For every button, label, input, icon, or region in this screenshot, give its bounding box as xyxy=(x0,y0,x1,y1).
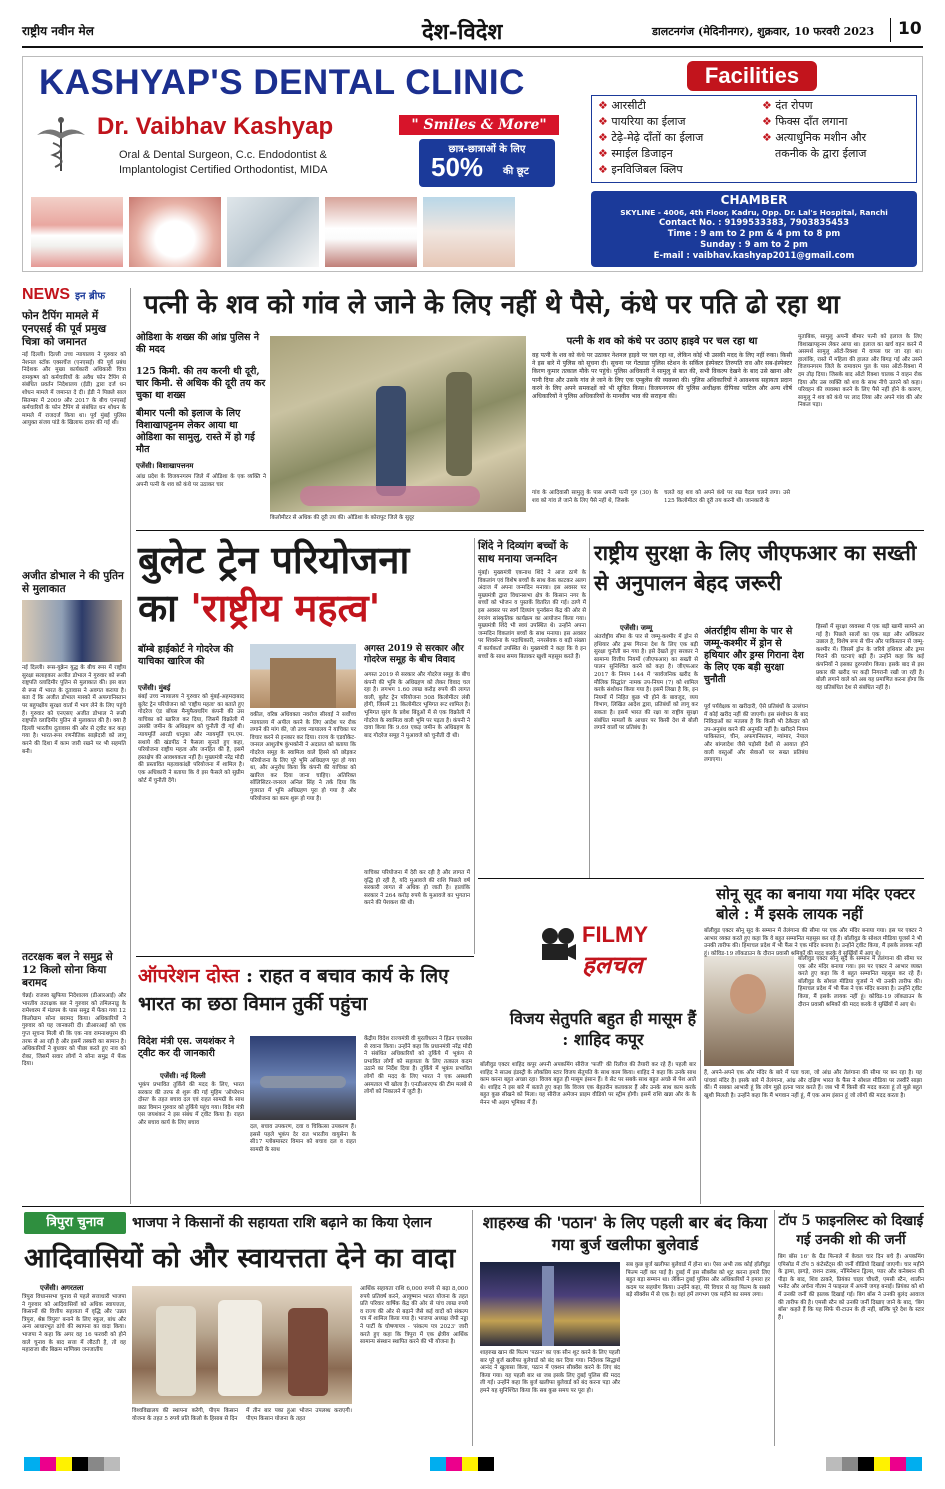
lead-photo-caption: किलोमीटर से अधिक की दूरी तय की। ओडिशा के कोरापुट जिले के सुदूर xyxy=(270,515,415,521)
operation-headline-2: : राहत व बचाव कार्य के लिए भारत का छठा विमान तुर्की पहुंचा xyxy=(138,965,449,1015)
brief-label-2: इन ब्रीफ xyxy=(75,291,106,302)
column-rule xyxy=(472,1210,473,1446)
news-label: NEWS xyxy=(22,286,70,303)
figure-3 xyxy=(288,1308,328,1396)
top5-text: बिग बॉस 16' के ग्रैंड फिनाले में केवल चार दिन बचे हैं। अपकमिंग एपिसोड में टॉप 5 कंटेस्टेंट्स की जर्नी वीडियो दिखाई जाएगी। चार महीने के ड्रामा, झगड़े, राशन टास्क, नॉमिनेशन ड्रिल्स, प्यार और कनेक्शन की पीड़ा के बाद, शिव ठाकरे, प्रियंका चाहर चौधरी, एमसी स्टैन, शालीन भनोट और अर्चना गौतम ने फाइनल में अपनी जगह बनाई। प्रियंका को शो में उनकी जर्नी की झलक दिखाई गई। बिग बॉस ने उनकी बुलंद आवाज की तारीफ की है। एमसी स्टैन को उनकी जर्नी दिखाए जाने के बाद, 'बिग बॉस' कहते हैं कि यह सिर्फ पी-टाउन के ही नहीं, बल्कि पूरे देश के स्टार हैं। xyxy=(778,1254,924,1321)
column-rule xyxy=(700,1050,701,1204)
chamber-line: Contact No. : 9199533383, 7903835453 xyxy=(659,218,849,228)
caduceus-icon xyxy=(31,115,91,173)
filmy-section xyxy=(480,884,700,1084)
operation-col-1: भूकंप प्रभावित तुर्किये की मदद के लिए, भारत सरकार की तरफ से शुरू की गई मुहिम 'ऑपरेशन दोस्त' के तहत बचाव दल एवं राहत सामग्री के साथ छठा विमान गुरुवार को तुर्किये पहुंच गया। विदेश मंत्री एस जयशंकर ने इस संबंध में ट्वीट किया है। राहत और बचाव कार्य के लिए बचाव xyxy=(138,1082,244,1126)
child-patient-photo xyxy=(423,197,515,267)
tripura-tag: त्रिपुरा चुनाव xyxy=(24,1212,126,1234)
facility-item: ❖ टेढ़े-मेढ़े दाँतों का ईलाज xyxy=(598,131,704,144)
discount-value: 50% xyxy=(431,152,484,182)
gfr-byline: एजेंसी। जम्मू xyxy=(620,624,653,632)
pathaan-headline: शाहरुख की 'पठान' के लिए पहली बार बंद किया गया बुर्ज खलीफा बुलेवार्ड xyxy=(482,1213,768,1254)
bullet-col-3: अगस्त 2019 से सरकार और गोदरेज समूह के बीच कंपनी की भूमि के अधिग्रहण को लेकर विवाद चल रहा है। लगभग 1.60 लाख करोड़ रुपये की लागत वाली, बुलेट ट्रेन परियोजना 508 किलोमीटर लंबी होगी, जिसमें 21 किलोमीटर भूमिगत रूट शामिल है। भूमिगत सुरंग के प्रवेश बिंदुओं में से एक विक्रोली में गोदरेज के स्वामित्व वाली भूमि पर पड़ता है। कंपनी ने दावा किया कि 9.69 एकड़ जमीन के अधिग्रहण के बाद गोदरेज समूह ने मुआवजे को चुनौती दी थी। xyxy=(364,672,470,739)
brief-headline: फोन टैपिंग मामले में एनएसई की पूर्व प्रमुख चित्रा को जमानत xyxy=(22,310,107,348)
color-calibration-center xyxy=(430,1457,494,1471)
swatch xyxy=(478,1457,494,1471)
gfr-col-3: हिस्सों में सुरक्षा व्यवस्था में एक बड़ी खामी सामने आ गई है। पिछले सालों का एक बड़ा और अधिकतर उछाल है, विशेष रूप से चीन और पाकिस्तान से जम्मू-कश्मीर में। जिसमें ड्रोन के जरिये हथियार और ड्रग्स गिराने की घटनाएं बढ़ी हैं। उन्होंने कहा कि कई कंपनियों ने इसका दुरुपयोग किया। इसके बाद से इस प्रकार की खरीद पर कड़ी निगरानी रखी जा रही है। बोली लगाने वाले को अब यह प्रमाणित करना होगा कि वह प्रतिबंधित देश से संबंधित नहीं है। xyxy=(816,624,924,691)
operation-col-2: केंद्रीय विदेश राज्यमंत्री वी मुरलीधरन ने हिंडन एयरबेस से रवाना किया। उन्होंने कहा कि प्रधानमंत्री नरेंद्र मोदी ने संबंधित अधिकारियों को तुर्किये में भूकंप से प्रभावित लोगों को सहायता के लिए तत्काल कदम उठाने का निर्देश दिया है। तुर्किये में भूकंप प्रभावित लोगों की मदद के लिए भारत ने एक अस्थायी अस्पताल भी खोला है। एनडीआरएफ की टीम मलबे से लोगों को निकालने में जुटी है। xyxy=(364,1036,472,1096)
lead-photo xyxy=(270,336,526,512)
lead-intro: आंध्र प्रदेश के विजयनगरम जिले में ओडिशा के एक व्यक्ति ने अपनी पत्नी के शव को कंधे पर उठाकर चार xyxy=(136,474,266,488)
tripura-byline: एजेंसी। अगरतला xyxy=(40,1284,84,1292)
tagline-badge: " Smiles & More" xyxy=(399,115,559,135)
lead-kicker: ओडिशा के शख्स की आंध्र पुलिस ने की मदद xyxy=(136,332,260,355)
swatch xyxy=(104,1457,120,1471)
facilities-title: Facilities xyxy=(687,61,817,91)
facility-item: ❖ फिक्स दाँत लगाना xyxy=(762,115,848,128)
figure-1 xyxy=(156,1306,196,1396)
brief-text: नई दिल्ली। रूस-यूक्रेन युद्ध के बीच रूस में राष्ट्रीय सुरक्षा सलाहकार अजीत डोभाल ने गुरुवार को रूसी राष्ट्रपति व्लादिमीर पुतिन से मुलाकात की। इस बात से रूस में भारत के दूतावास ने अवगत कराया है। बता दें कि अजीत डोभाल मास्को में अफगानिस्तान पर बहुपक्षीय सुरक्षा वार्ता में भाग लेने के लिए पहुंचे हैं। गुरुवार को एनएसए अजीत डोभाल ने रूसी राष्ट्रपति व्लादिमीर पुतिन से मुलाकात की है। क्या है दिल्ली भारतीय दूतावास की ओर से ट्वीट कर कहा गया है। भारत-रूस रणनीतिक साझेदारी को लागू करने की दिशा में काम जारी रखने पर भी सहमति बनी। xyxy=(22,665,126,755)
brief-headline: अजीत डोभाल ने की पुतिन से मुलाकात xyxy=(22,570,124,595)
column-rule xyxy=(130,288,131,1204)
police-figure xyxy=(446,372,472,476)
page-number: 10 xyxy=(898,19,922,39)
swatch xyxy=(56,1457,72,1471)
tripura-col-3: आर्थिक सहायता राशि 6,000 रुपये से बढ़ा 8,000 रुपये प्रतिवर्ष करने, आयुष्मान भारत योजना के तहत प्रति परिवार वार्षिक केंद्र की ओर से पांच लाख रुपये व राज्य की ओर से बढ़ाने जैसे कई वादों को संकल्प पत्र में शामिल किया गया है। भाजपा अध्यक्ष जेपी नड्डा ने पार्टी के घोषणापत्र - 'संकल्प पत्र 2023' जारी करते हुए कहा कि त्रिपुरा में एक क्षेत्रीय आर्थिक सामान्य संस्थान स्थापित करने की भी योजना है। xyxy=(360,1286,468,1346)
top5-headline: टॉप 5 फाइनलिस्ट को दिखाई गई उनकी शो की जर्नी xyxy=(778,1213,924,1248)
swatch xyxy=(890,1457,906,1471)
bullet-col-2: वकील, वरिष्ठ अधिवक्ता नवरोज सीरवई ने सर्वोच्च न्यायालय में अपील करने के लिए आदेश पर रोक लगाने की मांग की, जो उच्च न्यायालय ने याचिका पर विचार करने से इनकार कर दिया। राज्य के एडवोकेट-जनरल आशुतोष कुंभकोनी ने अदालत को बताया कि गोदरेज समूह के स्वामित्व वाले हिस्से को छोड़कर परियोजना के लिए पूरे भूमि अधिग्रहण पूरा हो गया था, और अनुरोध किया कि कंपनी की याचिका को खारिज कर दिया जाना चाहिए। अतिरिक्त सॉलिसिटर-जनरल अनिल सिंह ने तर्क दिया कि गुजरात में भूमि अधिग्रहण पूरा हो गया है और परियोजना का काम शुरू हो गया है। xyxy=(250,712,356,802)
figure-2 xyxy=(218,1300,262,1396)
color-calibration-left xyxy=(24,1457,120,1471)
news-in-brief xyxy=(22,284,126,1204)
pathaan-text-2: सब कुछ बुर्ज खलीफा बुलेवार्ड में होना था। ऐसा अभी तक कोई हॉलीवुड फिल्म नहीं कर पाई है। दुबई में इस सीक्वेंस को शूट करना हमारे लिए बहुत बड़ा सम्मान था। लेकिन दुबई पुलिस और अधिकारियों ने हमारा हर कदम पर सहयोग किया। उन्होंने कहा, मेरे विचार से यह फिल्म के सबसे बड़े सीक्वेंस में से एक है। वहां हमें लगभग एक महीने का समय लगा। xyxy=(626,1262,770,1299)
tripura-photo-caption: विश्वविद्यालय की स्थापना करेगी, पीएम किसान योजना के तहत 5 रुपये प्रति किलो के हिसाब से दिन xyxy=(132,1408,238,1422)
lead-sub-1: 125 किमी. की तय करनी थी दूरी, चार किमी. से अधिक की दूरी तय कर चुका था शख्स xyxy=(136,366,266,401)
facility-item: ❖ पायरिया का ईलाज xyxy=(598,115,686,128)
chamber-box xyxy=(591,191,917,267)
swatch xyxy=(826,1457,842,1471)
shahid-text: बॉलीवुड एक्टर शाहिद कपूर अपनी अपकमिंग सीरीज 'फर्जी' की रिलीज की तैयारी कर रहे हैं। पहली बार शाहिद ने साउथ इंडस्ट्री के लोकप्रिय स्टार विजय सेतुपति के साथ काम किया। शाहिद ने कहा कि उनके साथ काम करना बहुत अच्छा रहा। विजय बहुत ही मासूम इंसान हैं। वे सेट पर सबके साथ बहुत अच्छे से पेश आते थे। शाहिद ने इस बारे में बताते हुए कहा कि विजय एक बेहतरीन कलाकार हैं और उनके साथ काम करके बहुत कुछ सीखने को मिला। यह सीरीज अमेजन प्राइम वीडियो पर स्ट्रीम होगी। इसमें राशि खन्ना और के के मेनन भी अहम भूमिका में हैं। xyxy=(480,1062,696,1106)
chamber-line: E-mail : vaibhav.kashyap2011@gmail.com xyxy=(653,251,855,261)
bombay-hc-photo xyxy=(250,644,356,708)
dental-ad xyxy=(22,56,923,272)
sonu-text-side: बॉलीवुड एक्टर सोनू सूद के सम्मान में तेलंगाना की सीमा पर एक और मंदिर बनाया गया। इस पर एक्टर ने आभार व्यक्त करते हुए कहा कि वे बहुत सम्मानित महसूस कर रहे हैं। बॉलीवुड के सोशल मीडिया यूजर्स ने भी उनकी तारीफ की। हिमाचल प्रदेश में भी फैंस ने एक मंदिर बनाया है। उन्होंने ट्वीट किया, मैं इसके लायक नहीं हूं। कोविड-19 लॉकडाउन के दौरान प्रवासी श्रमिकों की मदद करके वे सुर्खियों में आए थे। xyxy=(798,956,922,1008)
facility-item: ❖ इनविजिबल क्लिप xyxy=(598,163,683,176)
tripura-headline: आदिवासियों को और स्वायत्तता देने का वादा xyxy=(24,1243,456,1274)
bullet-col-1: बंबई उच्च न्यायालय ने गुरुवार को मुंबई-अहमदाबाद बुलेट ट्रेन परियोजना को 'राष्ट्रीय महत्व' का बताते हुए गोदरेज एंड बॉयस मैन्युफैक्चरिंग कंपनी की उस याचिका को खारिज कर दिया, जिसमें विक्रोली में उसकी जमीन के अधिग्रहण को चुनौती दी गई थी। न्यायमूर्ति आरडी धानुका और न्यायमूर्ति एम.एम. सथाये की खंडपीठ ने फैसला सुनाते हुए कहा, परियोजना राष्ट्रीय महत्व और जनहित की है, इसमें हस्तक्षेप की आवश्यकता नहीं है। मुख्यमंत्री नरेंद्र मोदी की प्रस्तावित महत्वाकांक्षी परियोजना में शामिल है। एक अधिकारी ने बताया कि वे इस फैसले को सुप्रीम कोर्ट में चुनौती देंगे। xyxy=(138,694,244,784)
gfr-col-1: अंतर्राष्ट्रीय सीमा के पार से जम्मू-कश्मीर में ड्रोन से हथियार और ड्रग्स गिराना देश के लिए एक बड़ी सुरक्षा चुनौती बन गया है। इसे देखते हुए सरकार ने सामान्य वित्तीय नियमों (जीएफआर) का सख्ती से पालन सुनिश्चित करने को कहा है। जीएफआर 2017 के नियम 144 में 'सार्वजनिक खरीद के मौलिक सिद्धांत' नामक उप-नियम (7) को शामिल करके संशोधन किया गया है। इसमें लिखा है कि, इन नियमों में निहित कुछ भी होने के बावजूद, व्यय विभाग, लिखित आदेश द्वारा, प्रतिबंधों को लागू कर सकता है। इसमें भारत की रक्षा या राष्ट्रीय सुरक्षा संबंधित मामलों के आधार पर किसी देश से बोली लगाने वालों पर प्रतिबंध है। xyxy=(594,634,698,732)
bullet-headline-2 xyxy=(138,586,470,630)
brief-headline: तटरक्षक बल ने समुद्र से 12 किलो सोना किया बरामद xyxy=(22,951,113,989)
lead-box-title: पत्नी के शव को कंधे पर उठाए हाइवे पर चल रहा था xyxy=(566,336,758,347)
sonu-text-top: बॉलीवुड एक्टर सोनू सूद के सम्मान में तेलंगाना की सीमा पर एक और मंदिर बनाया गया। इस पर एक्टर ने आभार व्यक्त करते हुए कहा कि वे बहुत सम्मानित महसूस कर रहे हैं। बॉलीवुड के सोशल मीडिया यूजर्स ने भी उनकी तारीफ की। हिमाचल प्रदेश में भी फैंस ने एक मंदिर बनाया है। उन्होंने ट्वीट किया, मैं इसके लायक नहीं हूं। कोविड-19 लॉकडाउन के दौरान प्रवासी श्रमिकों की मदद करके वे सुर्खियों में आए थे। xyxy=(704,928,922,957)
bullet-byline: एजेंसी। मुंबई xyxy=(138,684,171,692)
teeth-photo-1 xyxy=(31,197,123,267)
sonu-headline: सोनू सूद का बनाया गया मंदिर एक्टर बोले : मैं इसके लायक नहीं xyxy=(716,885,915,923)
clinic-name: KASHYAP'S DENTAL CLINIC xyxy=(39,63,525,102)
bullet-col-4: याचिका परियोजना में देरी कर रही है और लागत में वृद्धि हो रही है, यदि मुआवजे की राशि पिछले वर्ष सरकारी लागत से अधिक हो जाती है। हालांकि सरकार ने 264 करोड़ रुपये के मुआवजे का भुगतान करने की पेशकश की थी। xyxy=(364,870,470,907)
operation-headline xyxy=(138,962,472,1018)
shinde-text: मुंबई। मुख्यमंत्री एकनाथ शिंदे ने आज ठाणे के विकलांग एवं विशेष बच्चों के साथ केक काटकर अलग अंदाज में अपना जन्मदिन मनाया। इस अवसर पर मुख्यमंत्री द्वारा विधानसभा क्षेत्र के किसान नगर के बच्चों को भोजन व पुस्तकें वितरित की गई। ठाणे में इस अवसर पर स्वर्ग दिव्यांग पुनर्वसन केंद्र की ओर से रंगारंग सांस्कृतिक कार्यक्रम का आयोजन किया गया। मुख्यमंत्री शिंदे भी स्वयं उपस्थित थे। उन्होंने अपना जन्मदिन विकलांग बच्चों के साथ मनाया। इस अवसर पर शिवसेना के पदाधिकारी, नगरसेवक व बड़ी संख्या में कार्यकर्ता उपस्थित थे। मुख्यमंत्री ने कहा कि वे इन बच्चों के साथ समय बिताकर खुशी महसूस करते हैं। xyxy=(478,570,586,660)
bullet-side-title: अगस्त 2019 से सरकार और गोदरेज समूह के बीच विवाद xyxy=(364,644,464,665)
lead-left-col xyxy=(136,332,266,528)
swatch xyxy=(430,1457,446,1471)
student-label: छात्र-छात्राओं के लिए xyxy=(448,144,526,155)
operation-headline-1: ऑपरेशन दोस्त xyxy=(138,965,240,987)
burj-khalifa-photo xyxy=(480,1262,620,1346)
color-calibration-right xyxy=(826,1457,922,1471)
paper-name: राष्ट्रीय नवीन मेल xyxy=(22,24,94,38)
shahid-headline: विजय सेतुपति बहुत ही मासूम हैं : शाहिद कपूर xyxy=(509,1009,697,1049)
tower-shape xyxy=(542,1266,554,1346)
operation-photo-caption: दल, बचाव उपकरण, दवा व चिकित्सा उपकरण हैं। इससे पहले भूकंप देर रात भारतीय वायुसेना के सी17 ग्लोबमास्टर विमान को बचाव दल व राहत सामग्री के साथ xyxy=(250,1124,356,1153)
halchal-word: हलचल xyxy=(582,950,643,979)
chamber-line: SKYLINE - 4006, 4th Floor, Kadru, Opp. Dr. Lal's Hospital, Ranchi xyxy=(620,208,888,217)
chamber-line: Sunday : 9 am to 2 pm xyxy=(700,240,808,250)
bullet-headline-2a: का xyxy=(138,585,191,630)
section-title: देश-विदेश xyxy=(422,19,503,45)
gfr-col-2: पूर्व पर्यवेक्षक या खरीदारी, ऐसे प्रतिबंधों के उल्लंघन में कोई खरीद नहीं की जाएगी। इस संशोधन के बाद निविदाओं का मतलब है कि किसी भी ठेकेदार को उप-अनुबंध करने की अनुमति नहीं है। खरीदने नियम पाकिस्तान, चीन, अफगानिस्तान, म्यांमार, नेपाल और बांग्लादेश जैसे पड़ोसी देशों से आयात होने वाली वस्तुओं और सेवाओं पर सख्त प्रतिबंध लगाएगा। xyxy=(704,704,808,764)
gfr-subhead: अंतर्राष्ट्रीय सीमा के पार से जम्मू-कश्मीर में ड्रोन से हथियार और ड्रग्स गिराना देश के लिए एक बड़ी सुरक्षा चुनौती xyxy=(704,626,804,685)
face-shape xyxy=(730,974,766,1014)
swatch xyxy=(446,1457,462,1471)
smile-photo xyxy=(325,197,417,267)
page-divider xyxy=(890,18,891,42)
tripura-kicker: भाजपा ने किसानों की सहायता राशि बढ़ाने का किया ऐलान xyxy=(132,1215,432,1231)
section-rule xyxy=(22,1206,924,1207)
lead-box-text: वह पत्नी के शव को कंधे पर उठाकर नेशनल हाइवे पर चल रहा था, लेकिन कोई भी उसकी मदद के लिए नहीं रुका। किसी ने इस बारे में पुलिस को सूचना दी। सूचना पर गेंट्याडा पुलिस स्टेशन के सर्किल इंस्पेक्टर तिरुपति राव और सब-इंस्पेक्टर किरण कुमार तत्काल मौके पर पहुंचे। पुलिस अधिकारी ने सामुलु से बात की, सभी विकल्प देखने के बाद उसे खाना और पानी दिया और उसके गांव ले जाने के लिए एक एम्बुलेंस की व्यवस्था की। पुलिस अधिकारियों ने आवश्यक सहायता प्रदान करने के लिए अपने समकक्षों को भी सूचित किया। विजयनगरम की पुलिस अधीक्षक दीपिका पाटिल और अन्य शीर्ष अधिकारियों ने पुलिस अधिकारियों के मानवीय भाव की सराहना की। xyxy=(532,352,792,401)
implant-photo xyxy=(227,197,319,267)
swatch xyxy=(906,1457,922,1471)
column-rule xyxy=(774,1210,775,1446)
bullet-headline-1: बुलेट ट्रेन परियोजना xyxy=(138,537,410,582)
section-rule xyxy=(136,956,474,957)
aircraft-photo xyxy=(250,1036,356,1120)
doval-putin-photo xyxy=(22,600,122,662)
operation-byline: एजेंसी। नई दिल्ली xyxy=(160,1072,206,1080)
teeth-photo-2 xyxy=(129,197,221,267)
lead-col-a: गांव के आदिवासी सामुलु के पास अपनी पत्नी गुरु (30) के शव को गांव ले जाने के लिए पैसे नहीं थे, जिसके xyxy=(532,490,658,504)
facility-item: ❖ स्माईल डिजाइन xyxy=(598,147,673,160)
bullet-headline-2b: 'राष्ट्रीय महत्व' xyxy=(190,585,381,630)
swatch xyxy=(72,1457,88,1471)
film-camera-icon xyxy=(538,926,578,966)
section-rule xyxy=(478,878,924,879)
brief-text: नई दिल्ली। दिल्ली उच्च न्यायालय ने गुरुवार को नेशनल स्टॉक एक्सचेंज (एनएसई) की पूर्व प्रबंध निदेशक और मुख्य कार्यकारी अधिकारी चित्रा रामकृष्ण को कर्मचारियों के अवैध फोन टैपिंग से संबंधित प्रवर्तन निदेशालय (ईडी) द्वारा दर्ज धन शोधन मामले में जमानत दे दी। ईडी ने पिछले साल सितम्बर में 2009 और 2017 के बीच एनएसई कर्मचारियों के फोन टैपिंग से संबंधित धन शोधन के मामले में राजदर्ज किया था। पूर्व मुंबई पुलिस आयुक्त संजय पांडे के खिलाफ दायर की गई थी। xyxy=(22,352,126,427)
discount-suffix: की छूट xyxy=(503,166,529,177)
facility-item: ❖ दंत रोपण xyxy=(762,99,813,112)
swatch xyxy=(874,1457,890,1471)
masthead-rule xyxy=(22,46,923,48)
operation-subhead: विदेश मंत्री एस. जयशंकर ने ट्वीट कर दी जानकारी xyxy=(138,1036,235,1059)
discount-badge xyxy=(419,139,555,187)
chamber-line: Time : 9 am to 2 pm & 4 pm to 8 pm xyxy=(667,229,841,239)
brief-label xyxy=(22,284,126,306)
court-building xyxy=(270,658,336,708)
lead-box xyxy=(532,336,792,480)
tripura-photo xyxy=(132,1286,352,1404)
filmy-word: FILMY xyxy=(582,922,648,947)
person-figure xyxy=(376,386,406,496)
section-rule xyxy=(136,530,924,531)
swatch xyxy=(24,1457,40,1471)
swatch xyxy=(40,1457,56,1471)
gfr-headline: राष्ट्रीय सुरक्षा के लिए जीएफआर का सख्ती से अनुपालन बेहद जरूरी xyxy=(594,540,917,595)
quals-line-1: Oral & Dental Surgeon, C.c. Endodontist & xyxy=(119,149,327,161)
chamber-title: CHAMBER xyxy=(720,193,788,207)
quals-line-2: Implantologist Certified Orthodontist, MIDA xyxy=(119,164,328,176)
bullet-subhead: बॉम्बे हाईकोर्ट ने गोदरेज की याचिका खारिज की xyxy=(138,644,234,667)
facility-item: ❖ आरसीटी xyxy=(598,99,646,112)
lead-headline: पत्नी के शव को गांव ले जाने के लिए नहीं थे पैसे, कंधे पर पति ढो रहा था xyxy=(144,290,840,320)
lead-col-right: मुताबिक, सामुलु अपनी बीमार पत्नी को इलाज के लिए विशाखापट्टनम लेकर आया था। इलाज का खर्च वहन करने में असमर्थ सामुलु ऑटो-रिक्शा में वापस घर जा रहा था। हालांकि, रास्ते में महिला की हालत और बिगड़ गई और उसने विजयनगरम जिले के रामावरम पुल के पास ऑटो-रिक्शा में दम तोड़ दिया। जिसके बाद ऑटो रिक्शा चालक ने वाहन रोक दिया और उस व्यक्ति को शव के साथ नीचे उतरने को कहा। परिवहन की व्यवस्था करने के लिए पैसे नहीं होने के कारण, सामुलु ने शव को कंधे पर लाद लिया और अपने गांव की ओर निकल पड़ा। xyxy=(798,334,922,409)
column-rule xyxy=(474,538,475,954)
column-rule xyxy=(589,538,590,878)
filmy-logo xyxy=(538,892,698,978)
dateline: डालटनगंज (मेदिनीनगर), शुक्रवार, 10 फरवरी 2023 xyxy=(652,25,875,38)
sonu-sood-photo xyxy=(704,956,794,1066)
swatch xyxy=(858,1457,874,1471)
lead-byline: एजेंसी। विशाखापत्तनम xyxy=(136,462,194,470)
swatch xyxy=(842,1457,858,1471)
masthead xyxy=(22,18,923,44)
shinde-headline: शिंदे ने दिव्यांग बच्चों के साथ मनाया जन्मदिन xyxy=(478,540,568,565)
facilities-left-list xyxy=(598,98,754,178)
tripura-col-1: त्रिपुरा विधानसभा चुनाव से पहले सत्ताधारी भाजपा ने गुरुवार को आदिवासियों को अधिक स्वायत्तता, किसानों की वित्तीय सहायता में वृद्धि और 'उन्नत त्रिपुरा, श्रेष्ठ त्रिपुरा' बनाने के लिए स्कूल, बांध और अन्य आधारभूत ढांचे की स्थापना का वादा किया। भाजपा ने कहा कि अगर वह 16 फरवरी को होने वाले चुनाव के बाद सत्ता में लौटती है, तो वह महाराजा बीर बिक्रम माणिक्य जनजातीय xyxy=(22,1294,126,1354)
facility-item: ❖ अत्याधुनिक मशीन और xyxy=(762,131,867,144)
aircraft-shape xyxy=(260,1076,346,1088)
sonu-text-bottom: हैं, अपने-अपने एक और मंदिर के बारे में पता चला, जो आंध्र और तेलंगाना की सीमा पर बन रहा है। यह पांचवां मंदिर है। इसके बारे में तेलंगाना, आंध्र और दक्षिण भारत के फैंस ने सोशल मीडिया पर तस्वीरें साझा कीं। मैं सबका आभारी हूं कि लोग मुझे इतना प्यार करते हैं। जब भी मैं किसी की मदद करता हूं तो मुझे बहुत खुशी मिलती है। उन्होंने कहा कि मैं भगवान नहीं हूं, मैं एक आम इंसान हूं जो लोगों की मदद करता है। xyxy=(704,1070,922,1099)
pathaan-text: शाहरुख खान की फिल्म 'पठान' का एक सीन शूट करने के लिए पहली बार पूरे बुर्ज खलीफा बुलेवार्ड को बंद कर दिया गया। निर्देशक सिद्धार्थ आनंद ने खुलासा किया, पठान में एक्शन सीक्वेंस करने के लिए बंद किया गया। यह पहली बार था जब इसके लिए दुबई पुलिस की मदद ली गई। उन्होंने कहा कि बुर्ज खलीफा बुलेवार्ड को बंद करना पड़ा और हमने यह सुनिश्चित किया कि सब कुछ समय पर पूरा हो। xyxy=(480,1350,620,1394)
swatch xyxy=(88,1457,104,1471)
brief-text: चेन्नई। राजस्व खुफिया निदेशालय (डीआरआई) और भारतीय तटरक्षक बल ने गुरुवार को तमिलनाडु के रामेश्वरम में मंडपम के पास समुद्र में फेंका गया 12 किलोग्राम सोना बरामद किया। अधिकारियों ने गुरुवार को यह जानकारी दी। डीआरआई को एक गुप्त सूचना मिली थी कि एक नाव रामनाथपुरम की तरफ से आ रही है और इसमें तस्करी का सामान है। अधिकारियों ने बुधवार को पीछा करते हुए नाव को रोका, जिसमें सवार लोगों ने सोना समुद्र में फेंक दिया। xyxy=(22,993,126,1068)
facilities-box xyxy=(591,95,917,183)
doctor-name: Dr. Vaibhav Kashyap xyxy=(97,113,334,140)
body-cloth xyxy=(300,486,480,506)
lead-col-b: चलते वह शव को अपने कंधे पर रख पैदल चलने लगा। उसे 125 किलोमीटर की दूरी तय करनी थी। जानकारी के xyxy=(664,490,790,504)
tripura-col-2: में तीन बार पका हुआ भोजन उपलब्ध कराएगी। पीएम किसान योजना के तहत xyxy=(246,1408,352,1422)
swatch xyxy=(462,1457,478,1471)
lead-sub-2: बीमार पत्नी को इलाज के लिए विशाखापट्टनम लेकर आया था ओडिशा का सामुलु, रास्ते में हो गई मौत xyxy=(136,408,255,455)
facilities-right-list xyxy=(762,98,914,162)
facility-item: तकनीक के द्वारा ईलाज xyxy=(775,147,867,160)
